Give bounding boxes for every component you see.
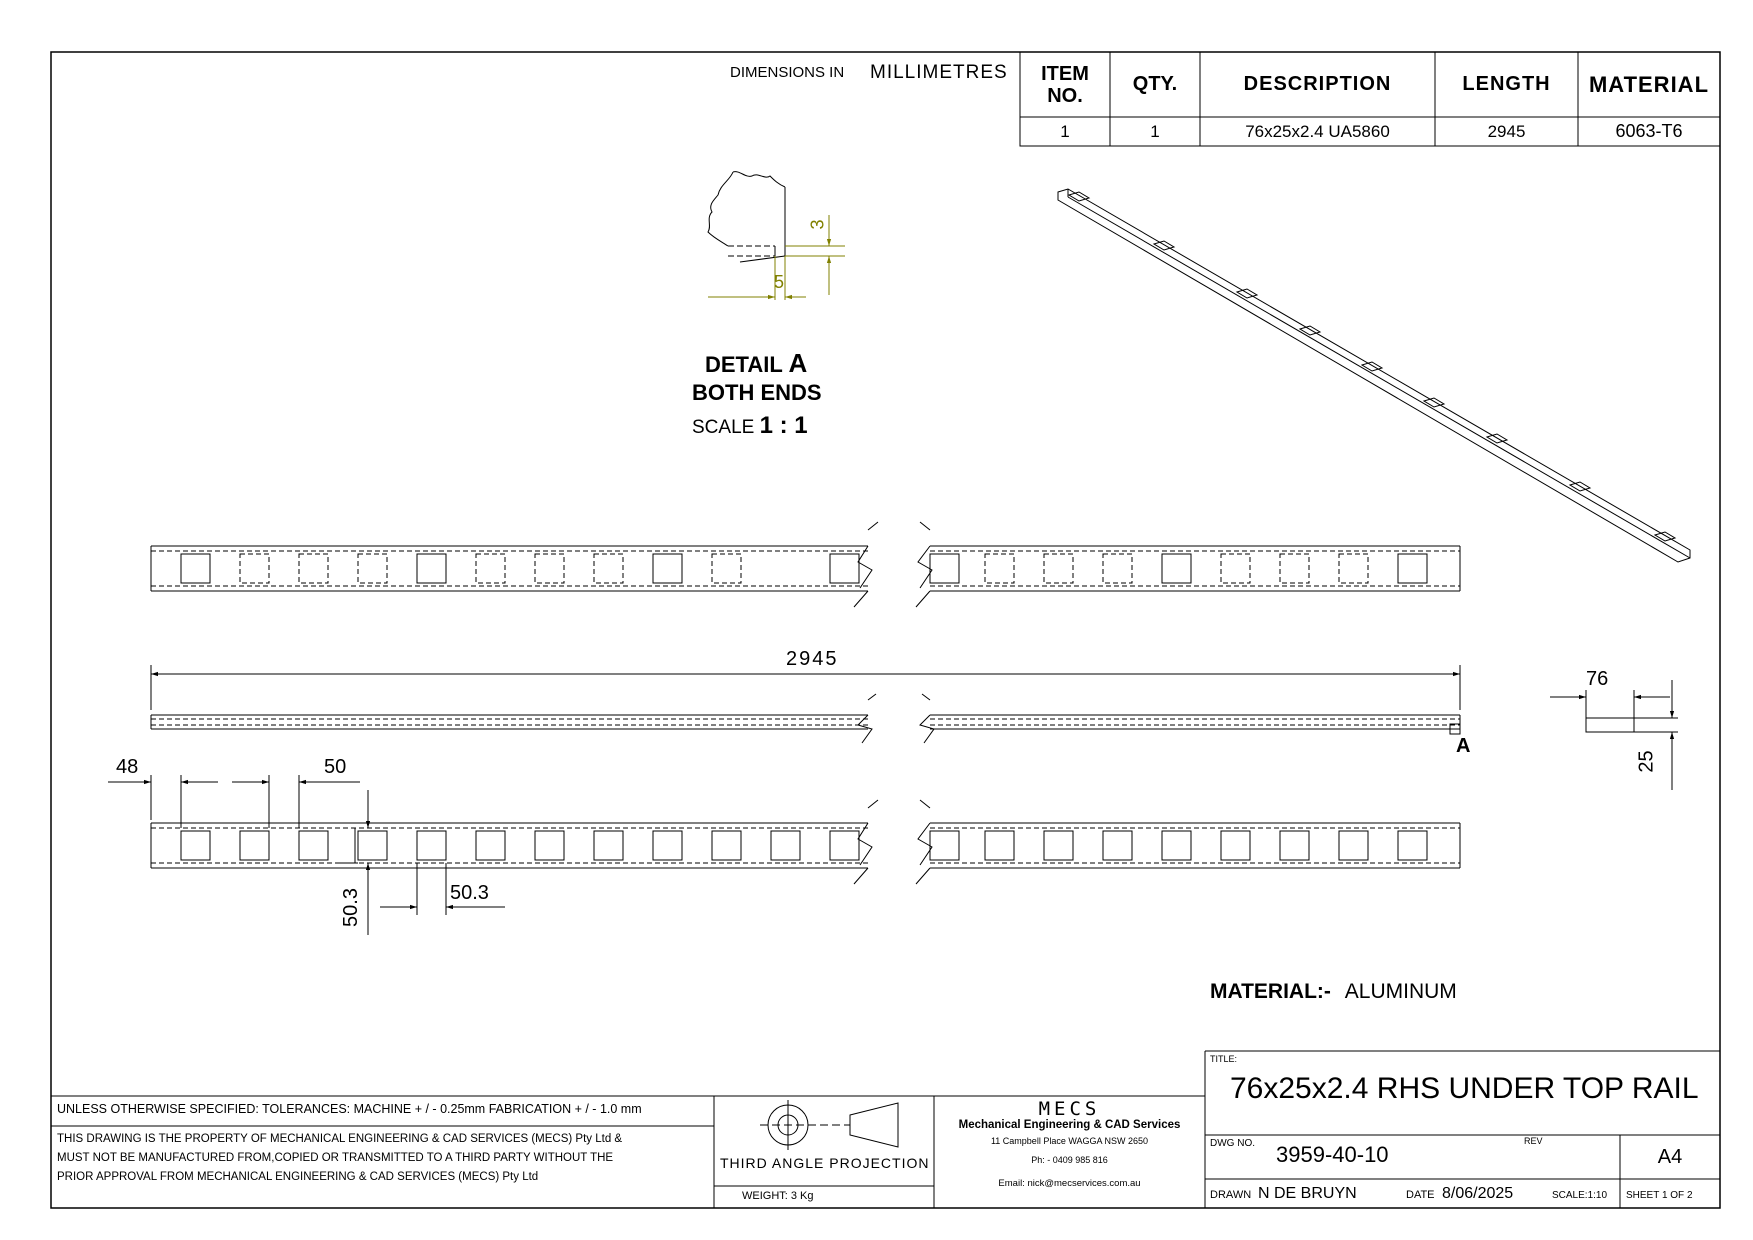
bottom-view-dimensions [108, 775, 505, 935]
bom-row-item: 1 [1060, 121, 1070, 141]
pitch-vertical-text: 50.3 [339, 888, 362, 927]
drawing-date: 8/06/2025 [1442, 1185, 1514, 1202]
detail-title-label: DETAIL [705, 352, 783, 377]
detail-scale-label: SCALE [692, 417, 755, 438]
drawing-title: 76x25x2.4 RHS UNDER TOP RAIL [1230, 1072, 1699, 1105]
material-note-label: MATERIAL:- [1210, 980, 1331, 1003]
material-note [1210, 980, 1457, 1004]
bom-header-description: DESCRIPTION [1243, 73, 1392, 95]
detail-callout-letter: A [1456, 735, 1471, 757]
section-height-text: 25 [1635, 750, 1658, 773]
third-angle-projection-icon [760, 1100, 898, 1150]
property-note [57, 1130, 622, 1187]
side-view [151, 694, 1460, 743]
bom-header-item [1020, 52, 1110, 117]
drawn-label: DRAWN [1210, 1189, 1252, 1201]
company-address: 11 Campbell Place WAGGA NSW 2650 [990, 1136, 1149, 1146]
drawn-by: N DE BRUYN [1258, 1185, 1357, 1202]
bom-header-qty: QTY. [1132, 73, 1178, 95]
overall-length-dimension [151, 665, 1460, 710]
dimensions-unit: MILLIMETRES [870, 62, 1008, 83]
detail-dim-5: 5 [774, 272, 785, 292]
bom-row-qty: 1 [1150, 121, 1160, 141]
detail-scale-value: 1 : 1 [759, 412, 808, 439]
property-note-line3: PRIOR APPROVAL FROM MECHANICAL ENGINEERING & CAD SERVICES (MECS) Pty Ltd [57, 1171, 539, 1183]
top-view [151, 522, 1460, 607]
detail-title-letter: A [788, 348, 808, 378]
property-note-line2: MUST NOT BE MANUFACTURED FROM,COPIED OR TRANSMITTED TO A THIRD PARTY WITHOUT THE [57, 1152, 614, 1164]
end-offset-text: 48 [116, 756, 139, 778]
bom-header-item-line1: ITEM [1041, 62, 1089, 85]
top-view-holes [181, 554, 1427, 583]
projection-label: THIRD ANGLE PROJECTION [720, 1155, 930, 1171]
material-note-value: ALUMINUM [1344, 980, 1457, 1003]
dimensions-label: DIMENSIONS IN [730, 64, 845, 81]
title-label: TITLE: [1210, 1054, 1238, 1064]
sheet-size: A4 [1657, 1145, 1683, 1168]
company-name: Mechanical Engineering & CAD Services [958, 1119, 1181, 1131]
property-note-line1: THIS DRAWING IS THE PROPERTY OF MECHANICAL ENGINEERING & CAD SERVICES (MECS) Pty Ltd & [57, 1133, 623, 1145]
pitch-horizontal-text: 50.3 [450, 882, 489, 904]
dwg-no: 3959-40-10 [1276, 1142, 1389, 1167]
detail-title [705, 348, 807, 379]
tolerance-note: UNLESS OTHERWISE SPECIFIED: TOLERANCES: MACHINE + / - 0.25mm FABRICATION + / - 1.0 mm [57, 1102, 642, 1116]
rev-label: REV [1524, 1136, 1543, 1146]
sheet-number: SHEET 1 OF 2 [1626, 1190, 1693, 1201]
detail-a-view [708, 172, 785, 262]
detail-subtitle: BOTH ENDS [692, 380, 822, 405]
company-email: Email: nick@mecservices.com.au [998, 1178, 1141, 1189]
bottom-view [151, 800, 1460, 884]
overall-length-text: 2945 [786, 648, 839, 670]
weight-label: WEIGHT: 3 Kg [742, 1190, 814, 1202]
dwg-no-label: DWG NO. [1210, 1138, 1255, 1149]
bom-row-description: 76x25x2.4 UA5860 [1245, 121, 1390, 141]
section-width-text: 76 [1586, 668, 1609, 690]
bom-header-length: LENGTH [1462, 73, 1551, 95]
hole-size-text: 50 [324, 756, 347, 778]
detail-dim-3: 3 [807, 219, 828, 230]
bom-header-item-line2: NO. [1047, 84, 1083, 107]
bom-header-material: MATERIAL [1588, 71, 1710, 97]
date-label: DATE [1406, 1189, 1435, 1201]
bom-row-length: 2945 [1487, 121, 1526, 141]
bottom-view-holes [181, 831, 1427, 860]
detail-scale [692, 412, 808, 440]
drawing-scale: SCALE:1:10 [1552, 1190, 1608, 1201]
isometric-view [1058, 189, 1690, 562]
sheet-border [51, 52, 1720, 1208]
company-logo: MECS [1038, 1098, 1101, 1120]
section-view [1550, 680, 1678, 790]
company-phone: Ph: - 0409 985 816 [1031, 1155, 1108, 1165]
bom-row-material: 6063-T6 [1615, 121, 1683, 141]
